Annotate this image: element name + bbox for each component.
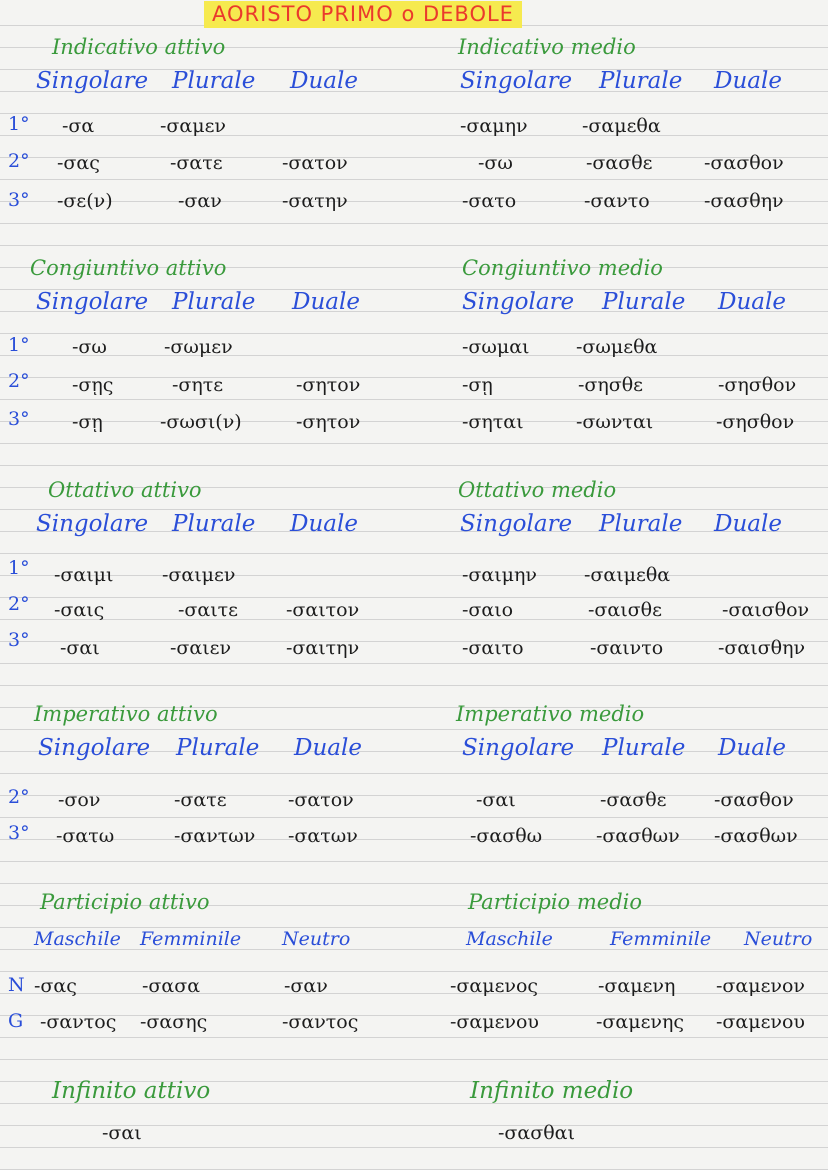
column-header-3: Duale [290, 511, 358, 537]
ending-cell: -σαισθον [722, 599, 810, 621]
person-label: 1° [8, 557, 30, 579]
ending-cell: -σαι [60, 637, 100, 659]
ending-cell: -σας [34, 975, 77, 997]
column-header-3: Duale [294, 735, 362, 761]
ending-cell: -σαιεν [170, 637, 232, 659]
ending-cell: -σωσι(ν) [160, 411, 242, 433]
ending-cell: -σησθε [578, 374, 644, 396]
column-header-3: Duale [714, 511, 782, 537]
ending-cell: -σησθον [716, 411, 795, 433]
ending-cell: -σασθον [714, 789, 794, 811]
indicativo-attivo-section [0, 35, 414, 235]
ending-cell: -σαν [178, 190, 222, 212]
ending-cell: -σαιμην [462, 564, 537, 586]
column-header-3: Duale [290, 68, 358, 94]
participio-attivo-section [0, 890, 414, 1040]
ending-cell: -σατο [462, 190, 517, 212]
column-header-1: Singolare [462, 289, 575, 315]
ending-cell: -σαις [54, 599, 105, 621]
column-header-3: Duale [292, 289, 360, 315]
ending-cell: -σε(ν) [57, 190, 113, 212]
section-title: Imperativo attivo [34, 702, 218, 726]
column-header-1: Singolare [36, 68, 149, 94]
column-header-2: Femminile [140, 928, 242, 950]
ending-cell: -σαμην [460, 115, 528, 137]
ending-cell: -σαμενης [596, 1011, 684, 1033]
infinito-medio-section [470, 1078, 828, 1158]
indicativo-medio-section [456, 35, 828, 235]
ending-cell: -σαιο [462, 599, 514, 621]
ending-cell: -σαν [284, 975, 328, 997]
ending-cell: -σον [58, 789, 101, 811]
ending-cell: -σατην [282, 190, 348, 212]
ending-cell: -σαιμεθα [584, 564, 671, 586]
ending-cell: -σαμενου [716, 1011, 805, 1033]
person-label: 1° [8, 334, 30, 356]
column-header-1: Singolare [462, 735, 575, 761]
ending-cell: -σαιντο [590, 637, 664, 659]
person-label: 3° [8, 629, 30, 651]
section-title: Participio attivo [40, 890, 210, 914]
column-header-1: Maschile [34, 928, 121, 950]
column-header-1: Singolare [36, 289, 149, 315]
ending-cell: -σηται [462, 411, 524, 433]
ending-cell: -σασθε [600, 789, 667, 811]
column-header-1: Singolare [460, 68, 573, 94]
ending-cell: -σωμεθα [576, 336, 658, 358]
ending-cell: -σῃς [72, 374, 114, 396]
ending-cell: -σῃ [462, 374, 493, 396]
person-label: 1° [8, 113, 30, 135]
ending-cell: -σαμενος [450, 975, 539, 997]
ending-cell: -σατε [174, 789, 227, 811]
ending-cell: -σασθω [470, 825, 543, 847]
column-header-2: Femminile [610, 928, 712, 950]
ending-cell: -σαι [476, 789, 516, 811]
ottativo-medio-section [456, 478, 828, 678]
section-title: Congiuntivo medio [462, 256, 663, 280]
ending-cell: -σαιτον [286, 599, 360, 621]
imperativo-medio-section [456, 702, 828, 852]
section-title: Imperativo medio [456, 702, 645, 726]
column-header-2: Plurale [172, 68, 256, 94]
ending-cell: -σασα [142, 975, 201, 997]
section-title: Ottativo attivo [48, 478, 202, 502]
ending-cell: -σητον [296, 411, 361, 433]
ending-cell: -σασθην [704, 190, 784, 212]
case-label: G [8, 1010, 24, 1032]
person-label: 3° [8, 408, 30, 430]
ending-cell: -σαμεν [160, 115, 226, 137]
column-header-2: Plurale [602, 735, 686, 761]
ending-cell: -σατε [170, 152, 223, 174]
column-header-3: Neutro [282, 928, 351, 950]
case-label: N [8, 974, 25, 996]
ending-cell: -σωμαι [462, 336, 530, 358]
ending-cell: -σαιτο [462, 637, 524, 659]
ending-cell: -σωνται [576, 411, 654, 433]
ending-cell: -σησθον [718, 374, 797, 396]
column-header-2: Plurale [599, 68, 683, 94]
ending-cell: -σασθε [586, 152, 653, 174]
congiuntivo-attivo-section [0, 256, 414, 456]
column-header-3: Duale [718, 289, 786, 315]
participio-medio-section [450, 890, 828, 1040]
column-header-1: Singolare [36, 511, 149, 537]
column-header-1: Singolare [38, 735, 151, 761]
ending-cell: -σαιτε [178, 599, 239, 621]
ending-cell: -σασθων [714, 825, 798, 847]
ending-cell: -σασθον [704, 152, 784, 174]
ending-cell: -σασης [140, 1011, 208, 1033]
person-label: 2° [8, 150, 30, 172]
section-title: Participio medio [468, 890, 642, 914]
ending-cell: -σαντος [282, 1011, 359, 1033]
column-header-2: Plurale [172, 511, 256, 537]
column-header-1: Singolare [460, 511, 573, 537]
ending-cell: -σασθαι [498, 1122, 575, 1144]
section-title: Infinito attivo [52, 1078, 211, 1104]
person-label: 2° [8, 786, 30, 808]
ending-cell: -σαμενον [716, 975, 805, 997]
ending-cell: -σατω [56, 825, 115, 847]
person-label: 2° [8, 593, 30, 615]
person-label: 3° [8, 189, 30, 211]
person-label: 2° [8, 370, 30, 392]
ending-cell: -σαντος [40, 1011, 117, 1033]
column-header-2: Plurale [172, 289, 256, 315]
column-header-3: Duale [714, 68, 782, 94]
ending-cell: -σαιμι [54, 564, 114, 586]
ending-cell: -σαιμεν [162, 564, 236, 586]
section-title: Ottativo medio [458, 478, 617, 502]
ending-cell: -σαμεθα [582, 115, 661, 137]
ending-cell: -σασθων [596, 825, 680, 847]
ending-cell: -σαντο [584, 190, 650, 212]
column-header-2: Plurale [176, 735, 260, 761]
ending-cell: -σω [72, 336, 107, 358]
infinito-attivo-section [0, 1078, 414, 1158]
column-header-3: Neutro [744, 928, 813, 950]
ending-cell: -σαμενου [450, 1011, 539, 1033]
ending-cell: -σατον [282, 152, 348, 174]
ending-cell: -σας [57, 152, 100, 174]
ending-cell: -σῃ [72, 411, 103, 433]
ending-cell: -σαι [102, 1122, 142, 1144]
ending-cell: -σαντων [174, 825, 256, 847]
ending-cell: -σαιτην [286, 637, 360, 659]
column-header-2: Plurale [602, 289, 686, 315]
column-header-2: Plurale [599, 511, 683, 537]
ottativo-attivo-section [0, 478, 414, 678]
column-header-1: Maschile [466, 928, 553, 950]
ending-cell: -σαισθε [588, 599, 662, 621]
person-label: 3° [8, 822, 30, 844]
ending-cell: -σητον [296, 374, 361, 396]
ending-cell: -σωμεν [164, 336, 233, 358]
ending-cell: -σαμενη [598, 975, 676, 997]
congiuntivo-medio-section [456, 256, 828, 456]
ending-cell: -σατον [288, 789, 354, 811]
ending-cell: -σω [478, 152, 513, 174]
imperativo-attivo-section [0, 702, 414, 852]
section-title: Congiuntivo attivo [30, 256, 227, 280]
section-title: Infinito medio [470, 1078, 634, 1104]
ending-cell: -σα [62, 115, 95, 137]
ending-cell: -σατων [288, 825, 358, 847]
section-title: Indicativo attivo [52, 35, 226, 59]
ending-cell: -σαισθην [718, 637, 806, 659]
column-header-3: Duale [718, 735, 786, 761]
page-title: AORISTO PRIMO o DEBOLE [204, 1, 522, 28]
ending-cell: -σητε [172, 374, 224, 396]
section-title: Indicativo medio [458, 35, 636, 59]
